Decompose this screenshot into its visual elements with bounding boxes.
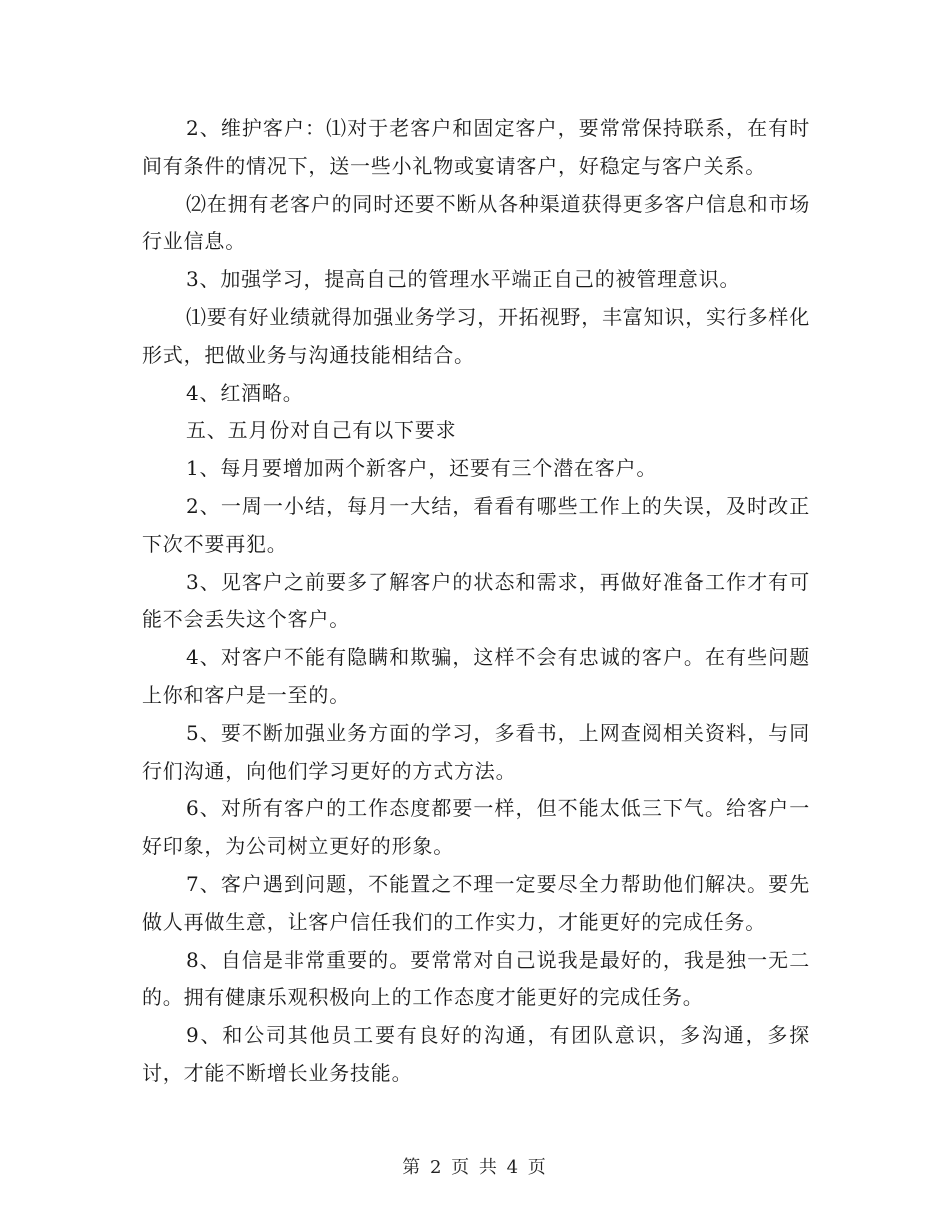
paragraph-13: 7、客户遇到问题，不能置之不理一定要尽全力帮助他们解决。要先做人再做生意，让客户信任我们的工作实力，才能更好的完成任务。 [142,871,810,934]
paragraph-9: 3、见客户之前要多了解客户的状态和需求，再做好准备工作才有可能不会丢失这个客户。 [142,569,810,632]
paragraph-3: 3、加强学习，提高自己的管理水平端正自己的被管理意识。 [186,267,741,292]
paragraph-7: 1、每月要增加两个新客户，还要有三个潜在客户。 [186,456,658,481]
paragraph-2: ⑵在拥有老客户的同时还要不断从各种渠道获得更多客户信息和市场行业信息。 [142,191,810,254]
paragraph-1: 2、维护客户：⑴对于老客户和固定客户，要常常保持联系，在有时间有条件的情况下，送一些小礼物或宴请客户，好稳定与客户关系。 [142,116,810,178]
paragraph-12: 6、对所有客户的工作态度都要一样，但不能太低三下气。给客户一好印象，为公司树立更好的形象。 [142,796,810,859]
paragraph-11: 5、要不断加强业务方面的学习，多看书，上网查阅相关资料，与同行们沟通，向他们学习更好的方式方法。 [142,720,810,783]
paragraph-5: 4、红酒略。 [186,380,304,405]
paragraph-4: ⑴要有好业绩就得加强业务学习，开拓视野，丰富知识，实行多样化形式，把做业务与沟通技能相结合。 [142,304,810,367]
paragraph-8: 2、一周一小结，每月一大结，看看有哪些工作上的失误，及时改正下次不要再犯。 [142,493,810,556]
paragraph-15: 9、和公司其他员工要有良好的沟通，有团队意识，多沟通，多探讨，才能不断增长业务技能。 [142,1023,810,1085]
paragraph-10: 4、对客户不能有隐瞒和欺骗，这样不会有忠诚的客户。在有些问题上你和客户是一至的。 [142,645,810,707]
section-heading: 五、五月份对自己有以下要求 [186,418,457,443]
document-body [142,110,810,1093]
paragraph-14: 8、自信是非常重要的。要常常对自己说我是最好的，我是独一无二的。拥有健康乐观积极向上的工作态度才能更好的完成任务。 [142,947,810,1010]
page-number-footer: 第 2 页 共 4 页 [402,1157,548,1178]
